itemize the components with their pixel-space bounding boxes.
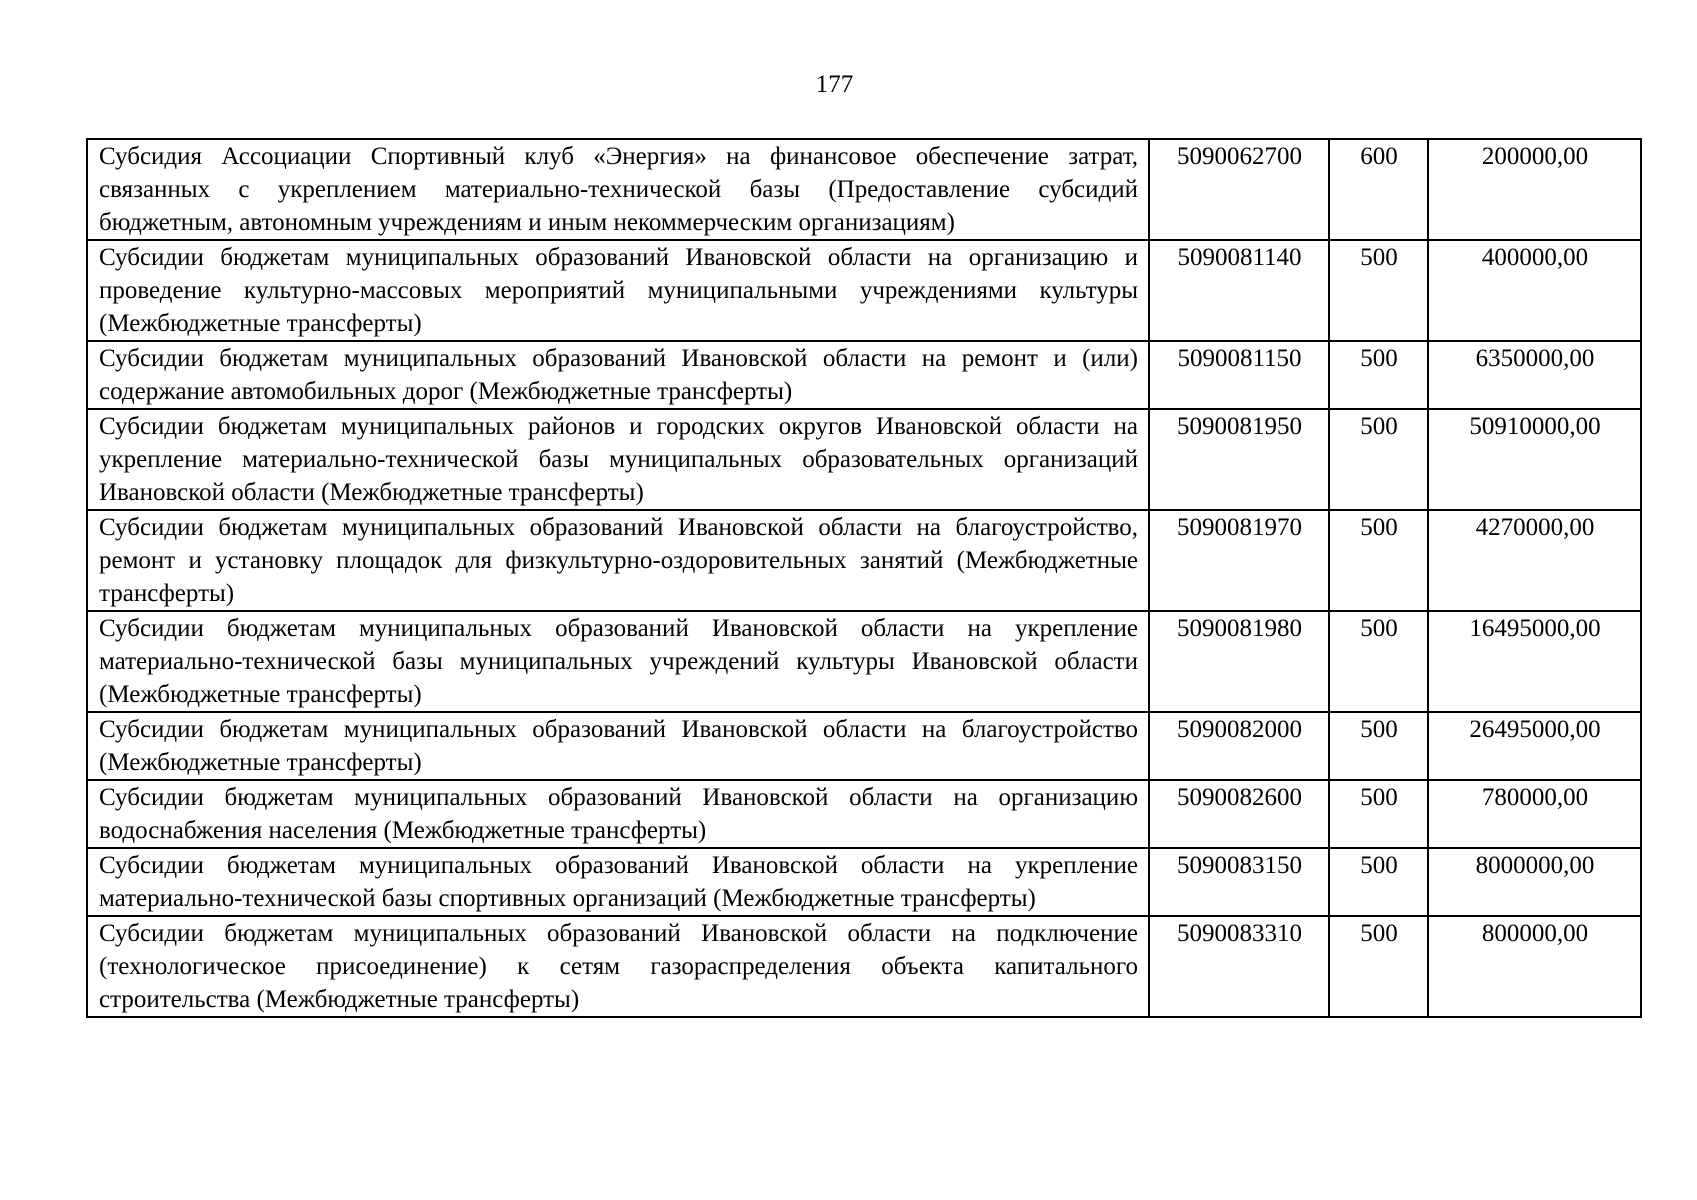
expense-type-cell: 500	[1329, 916, 1428, 1017]
target-code-cell: 5090081950	[1149, 409, 1329, 510]
expense-type-cell: 500	[1329, 611, 1428, 712]
table-row	[87, 510, 1641, 611]
expense-name-cell: Субсидии бюджетам муниципальных образований Ивановской области на благоустройство, ремонт и установку площадок для физкультурно-оздоровительных занятий (Межбюджетные трансферты)	[87, 510, 1149, 611]
target-code-cell: 5090081980	[1149, 611, 1329, 712]
amount-cell: 16495000,00	[1428, 611, 1641, 712]
table-row	[87, 712, 1641, 780]
expense-name-cell: Субсидия Ассоциации Спортивный клуб «Энергия» на финансовое обеспечение затрат, связанных с укреплением материально-технической базы (Предоставление субсидий бюджетным, автономным учреждениям и иным некоммерческим организациям)	[87, 139, 1149, 240]
table-row	[87, 848, 1641, 916]
target-code-cell: 5090083310	[1149, 916, 1329, 1017]
expense-type-cell: 500	[1329, 510, 1428, 611]
amount-cell: 6350000,00	[1428, 341, 1641, 409]
target-code-cell: 5090081140	[1149, 240, 1329, 341]
expense-type-cell: 500	[1329, 780, 1428, 848]
amount-cell: 4270000,00	[1428, 510, 1641, 611]
table-row	[87, 916, 1641, 1017]
target-code-cell: 5090081150	[1149, 341, 1329, 409]
expense-type-cell: 500	[1329, 341, 1428, 409]
target-code-cell: 5090081970	[1149, 510, 1329, 611]
expense-name-cell: Субсидии бюджетам муниципальных образований Ивановской области на организацию водоснабжения населения (Межбюджетные трансферты)	[87, 780, 1149, 848]
target-code-cell: 5090062700	[1149, 139, 1329, 240]
expense-type-cell: 500	[1329, 848, 1428, 916]
expense-name-cell: Субсидии бюджетам муниципальных образований Ивановской области на укрепление материально-технической базы муниципальных учреждений культуры Ивановской области (Межбюджетные трансферты)	[87, 611, 1149, 712]
target-code-cell: 5090083150	[1149, 848, 1329, 916]
expense-name-cell: Субсидии бюджетам муниципальных образований Ивановской области на благоустройство (Межбюджетные трансферты)	[87, 712, 1149, 780]
target-code-cell: 5090082000	[1149, 712, 1329, 780]
target-code-cell: 5090082600	[1149, 780, 1329, 848]
expense-name-cell: Субсидии бюджетам муниципальных образований Ивановской области на подключение (технологическое присоединение) к сетям газораспределения объекта капитального строительства (Межбюджетные трансферты)	[87, 916, 1149, 1017]
expense-name-cell: Субсидии бюджетам муниципальных образований Ивановской области на организацию и проведение культурно-массовых мероприятий муниципальными учреждениями культуры (Межбюджетные трансферты)	[87, 240, 1149, 341]
amount-cell: 8000000,00	[1428, 848, 1641, 916]
expense-type-cell: 500	[1329, 240, 1428, 341]
expense-type-cell: 600	[1329, 139, 1428, 240]
table-row	[87, 139, 1641, 240]
table-row	[87, 409, 1641, 510]
table-row	[87, 341, 1641, 409]
table-row	[87, 780, 1641, 848]
amount-cell: 400000,00	[1428, 240, 1641, 341]
amount-cell: 200000,00	[1428, 139, 1641, 240]
page-number: 177	[815, 71, 854, 98]
table-row	[87, 240, 1641, 341]
table-row	[87, 611, 1641, 712]
budget-table	[86, 138, 1642, 1018]
amount-cell: 800000,00	[1428, 916, 1641, 1017]
amount-cell: 780000,00	[1428, 780, 1641, 848]
expense-type-cell: 500	[1329, 712, 1428, 780]
expense-name-cell: Субсидии бюджетам муниципальных образований Ивановской области на укрепление материально-технической базы спортивных организаций (Межбюджетные трансферты)	[87, 848, 1149, 916]
expense-name-cell: Субсидии бюджетам муниципальных районов и городских округов Ивановской области на укрепление материально-технической базы муниципальных образовательных организаций Ивановской области (Межбюджетные трансферты)	[87, 409, 1149, 510]
amount-cell: 26495000,00	[1428, 712, 1641, 780]
expense-name-cell: Субсидии бюджетам муниципальных образований Ивановской области на ремонт и (или) содержание автомобильных дорог (Межбюджетные трансферты)	[87, 341, 1149, 409]
expense-type-cell: 500	[1329, 409, 1428, 510]
amount-cell: 50910000,00	[1428, 409, 1641, 510]
